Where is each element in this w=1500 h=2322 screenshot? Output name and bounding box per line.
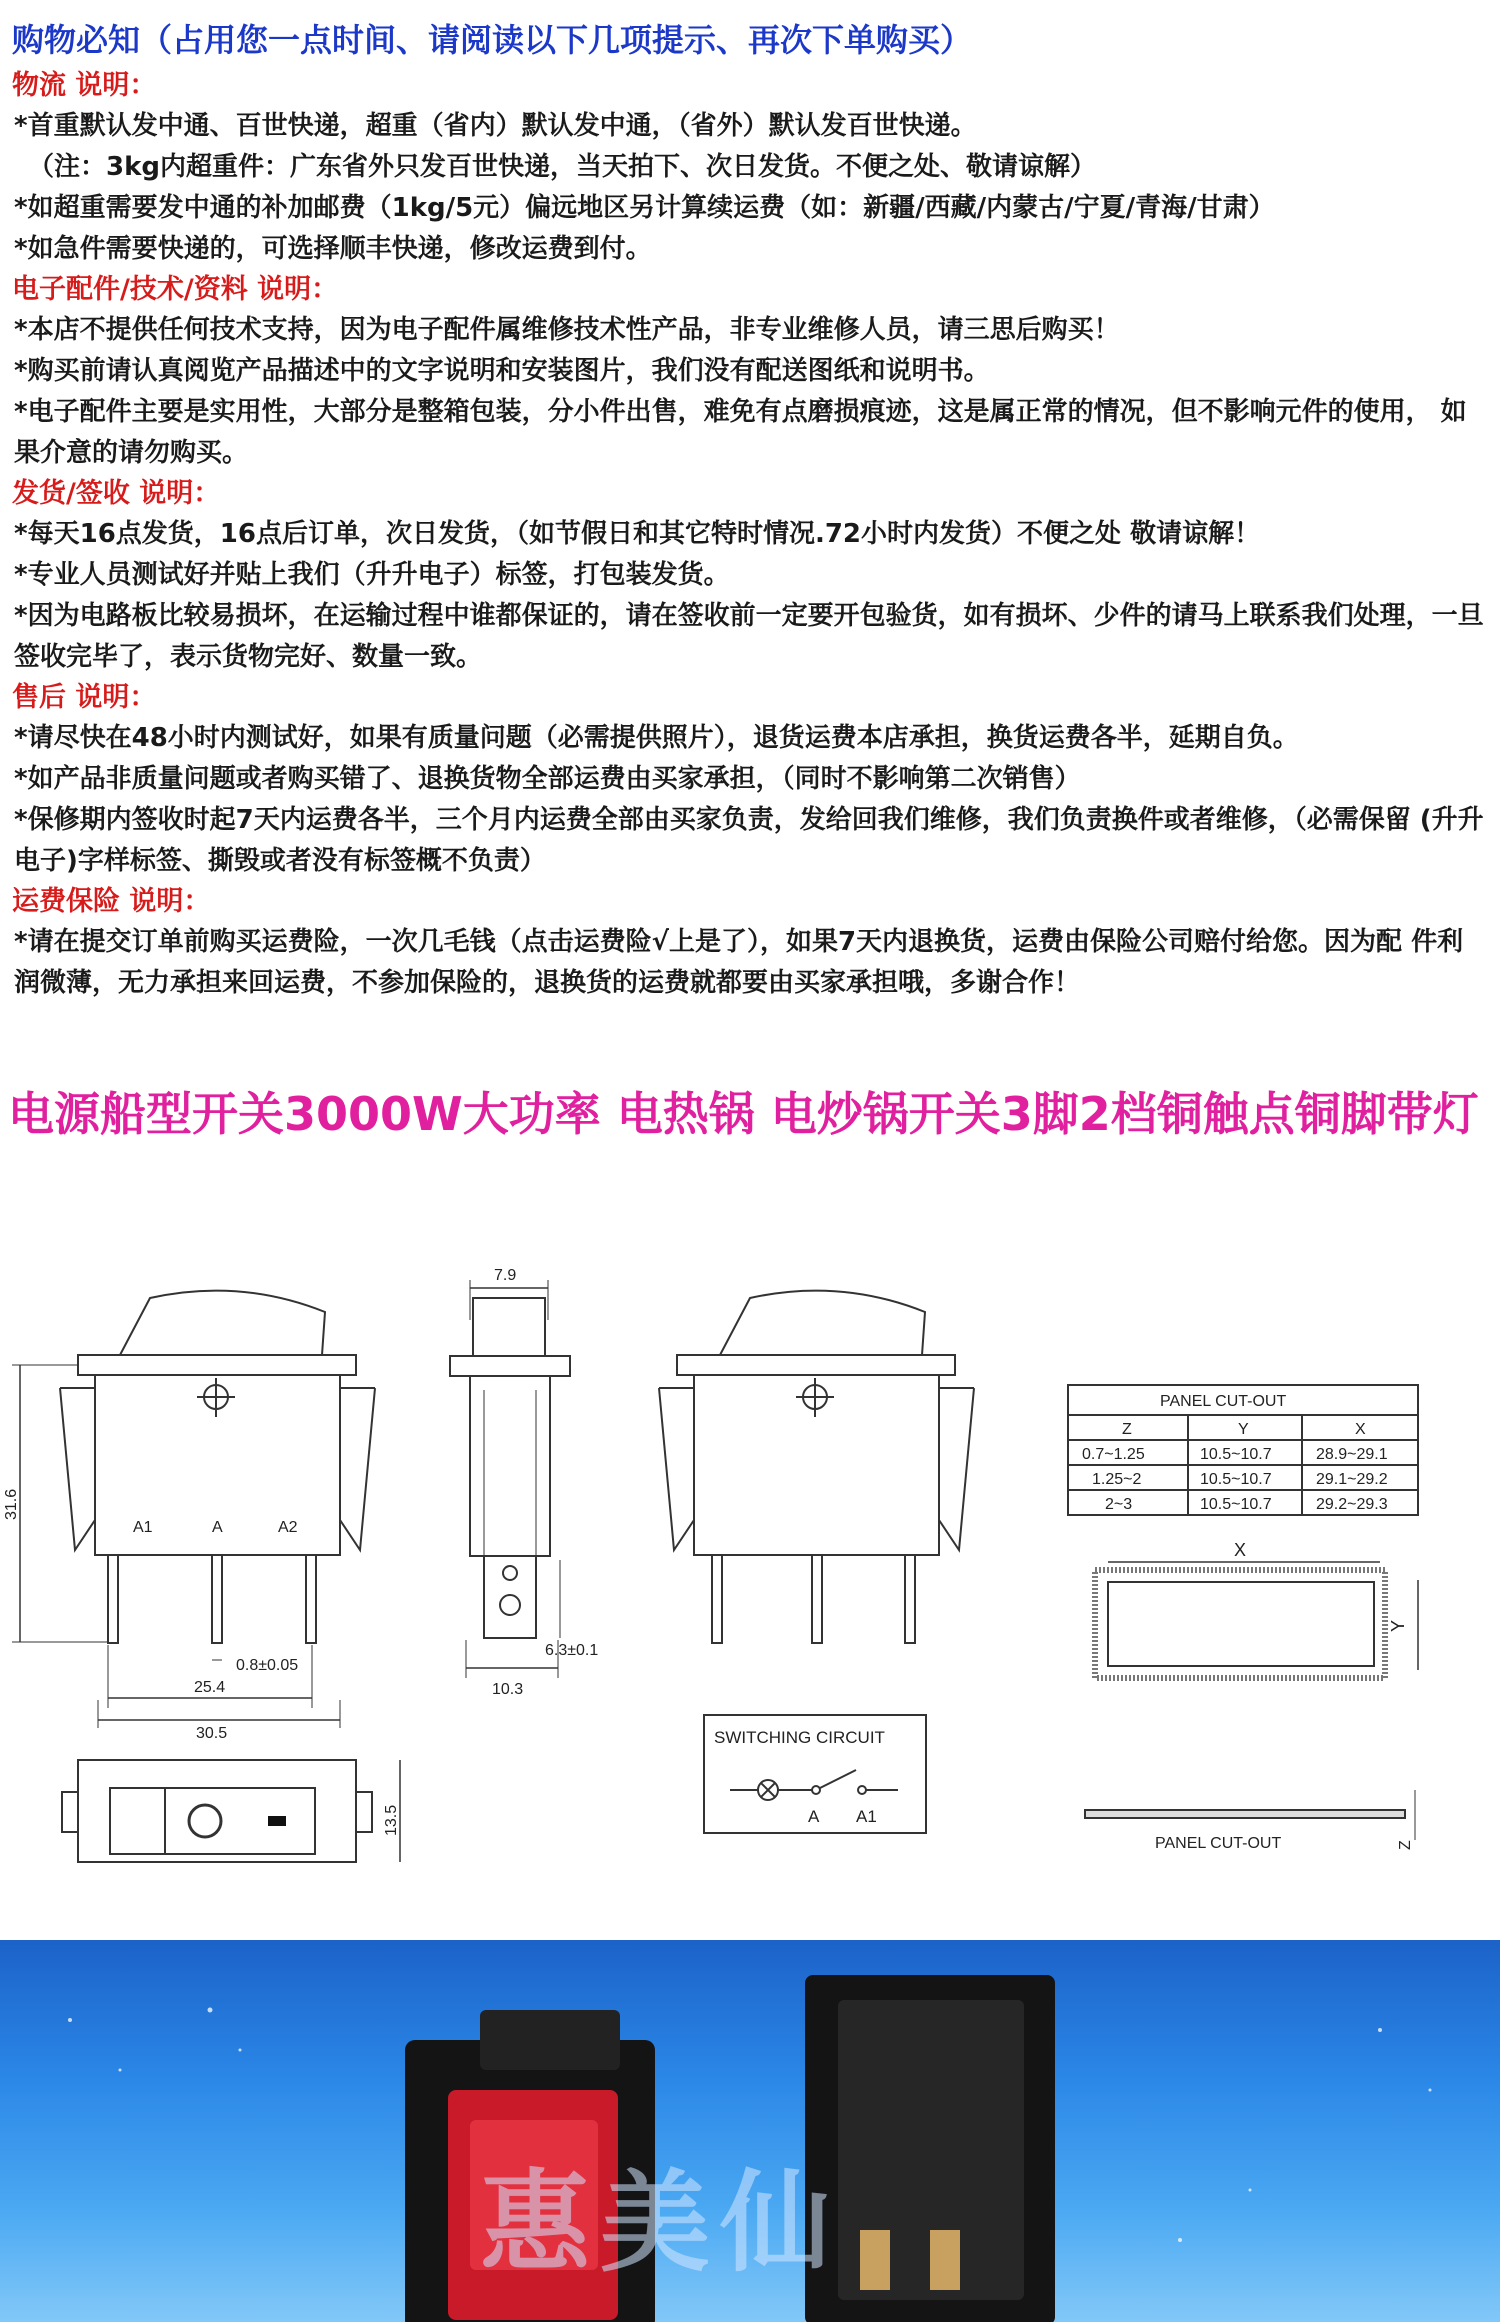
notice-line: *专业人员测试好并贴上我们（升升电子）标签，打包装发货。 bbox=[14, 560, 730, 590]
dim-pin-width: 0.8±0.05 bbox=[236, 1657, 299, 1674]
front-view bbox=[12, 1291, 375, 1728]
dim-bottom-width: 30.5 bbox=[196, 1725, 228, 1742]
pin-label-a: A bbox=[212, 1519, 223, 1536]
panel-profile bbox=[1085, 1790, 1415, 1840]
cutout-outline bbox=[1095, 1562, 1418, 1678]
table-cell: 29.2~29.3 bbox=[1316, 1496, 1388, 1513]
section-insurance bbox=[12, 882, 1492, 1004]
table-cell: 0.7~1.25 bbox=[1082, 1446, 1145, 1463]
notice-line: *如超重需要发中通的补加邮费（1kg/5元）偏远地区另计算续运费（如：新疆/西藏/内蒙古/宁夏/青海/甘肃） bbox=[14, 193, 1275, 223]
section-tech bbox=[12, 270, 1492, 474]
notice-line: *请在提交订单前购买运费险，一次几毛钱（点击运费险√上是了），如果7天内退换货，运费由保险公司赔付给您。因为配 件利润微薄，无力承担来回运费，不参加保险的，退换货的运费就都要由买家承担哦，多谢合作！ bbox=[14, 927, 1464, 998]
bottom-view bbox=[62, 1760, 400, 1862]
table-header: X bbox=[1355, 1421, 1366, 1438]
section-heading: 物流 说明： bbox=[12, 70, 157, 101]
section-heading: 运费保险 说明： bbox=[12, 886, 211, 917]
notice-line: *保修期内签收时起7天内运费各半，三个月内运费全部由买家负责，发给回我们维修，我们负责换件或者维修，（必需保留 (升升电子)字样标签、撕毁或者没有标签概不负责） bbox=[14, 805, 1484, 876]
third-view bbox=[659, 1291, 974, 1643]
switch-photo-right bbox=[805, 1975, 1055, 2322]
notice-line: *购买前请认真阅览产品描述中的文字说明和安装图片，我们没有配送图纸和说明书。 bbox=[14, 356, 990, 386]
dim-bottom-height: 13.5 bbox=[383, 1804, 400, 1836]
product-photo bbox=[0, 1940, 1500, 2322]
notice-line: *每天16点发货，16点后订单，次日发货，（如节假日和其它特时情况.72小时内发货）不便之处 敬请谅解！ bbox=[14, 519, 1261, 549]
table-header: Z bbox=[1122, 1421, 1132, 1438]
table-cell: 10.5~10.7 bbox=[1200, 1496, 1272, 1513]
shopping-notice bbox=[12, 14, 1492, 1004]
notice-line: *如产品非质量问题或者购买错了、退换货物全部运费由买家承担，（同时不影响第二次销售） bbox=[14, 764, 1081, 794]
circuit-label-a1: A1 bbox=[856, 1807, 877, 1826]
table-cell: 29.1~29.2 bbox=[1316, 1471, 1388, 1488]
notice-title: 购物必知（占用您一点时间、请阅读以下几项提示、再次下单购买） bbox=[12, 21, 973, 59]
notice-line: *如急件需要快递的，可选择顺丰快递，修改运费到付。 bbox=[14, 234, 652, 264]
table-cell: 1.25~2 bbox=[1092, 1471, 1142, 1488]
table-cell: 10.5~10.7 bbox=[1200, 1446, 1272, 1463]
notice-line: （注：3kg内超重件：广东省外只发百世快递，当天拍下、次日发货。不便之处、敬请谅解） bbox=[28, 152, 1096, 182]
table-cell: 28.9~29.1 bbox=[1316, 1446, 1388, 1463]
dim-pin-length: 6.3±0.1 bbox=[545, 1642, 599, 1659]
notice-line: *首重默认发中通、百世快递，超重（省内）默认发中通，（省外）默认发百世快递。 bbox=[14, 111, 977, 141]
table-header: Y bbox=[1238, 1421, 1249, 1438]
table-cell: 10.5~10.7 bbox=[1200, 1471, 1272, 1488]
notice-line: *因为电路板比较易损坏，在运输过程中谁都保证的，请在签收前一定要开包验货，如有损坏、少件的请马上联系我们处理，一旦签收完毕了，表示货物完好、数量一致。 bbox=[14, 601, 1484, 672]
section-shipping bbox=[12, 474, 1492, 678]
watermark: 惠美仙 bbox=[480, 2159, 840, 2287]
pin-label-a1: A1 bbox=[133, 1519, 153, 1536]
notice-line: *本店不提供任何技术支持，因为电子配件属维修技术性产品，非专业维修人员，请三思后购买！ bbox=[14, 315, 1120, 345]
dim-side-depth: 10.3 bbox=[492, 1681, 524, 1698]
dim-height: 31.6 bbox=[3, 1488, 20, 1520]
circuit-title: SWITCHING CIRCUIT bbox=[714, 1728, 885, 1747]
cutout-z-label: Z bbox=[1397, 1840, 1414, 1850]
cutout-y-label: Y bbox=[1388, 1619, 1408, 1632]
panel-cutout-caption: PANEL CUT-OUT bbox=[1155, 1835, 1282, 1852]
product-title: 电源船型开关3000W大功率 电热锅 电炒锅开关3脚2档铜触点铜脚带灯 bbox=[8, 1087, 1479, 1141]
side-view bbox=[450, 1280, 570, 1678]
dim-top-width: 7.9 bbox=[494, 1267, 517, 1284]
dim-pin-pitch: 25.4 bbox=[194, 1679, 226, 1696]
cutout-x-label: X bbox=[1234, 1540, 1247, 1560]
notice-line: *电子配件主要是实用性，大部分是整箱包装，分小件出售，难免有点磨损痕迹，这是属正常的情况，但不影响元件的使用， 如果介意的请勿购买。 bbox=[14, 397, 1467, 468]
table-cell: 2~3 bbox=[1105, 1496, 1133, 1513]
circuit-label-a: A bbox=[808, 1807, 820, 1826]
pin-label-a2: A2 bbox=[278, 1519, 298, 1536]
section-logistics bbox=[12, 66, 1492, 270]
section-heading: 电子配件/技术/资料 说明： bbox=[12, 274, 339, 305]
section-heading: 售后 说明： bbox=[12, 682, 157, 713]
section-after-sales bbox=[12, 678, 1492, 882]
section-heading: 发货/签收 说明： bbox=[12, 478, 221, 509]
table-title: PANEL CUT-OUT bbox=[1160, 1393, 1287, 1410]
dimension-drawing bbox=[0, 1230, 1500, 1910]
notice-line: *请尽快在48小时内测试好，如果有质量问题（必需提供照片），退货运费本店承担，换货运费各半，延期自负。 bbox=[14, 723, 1299, 753]
